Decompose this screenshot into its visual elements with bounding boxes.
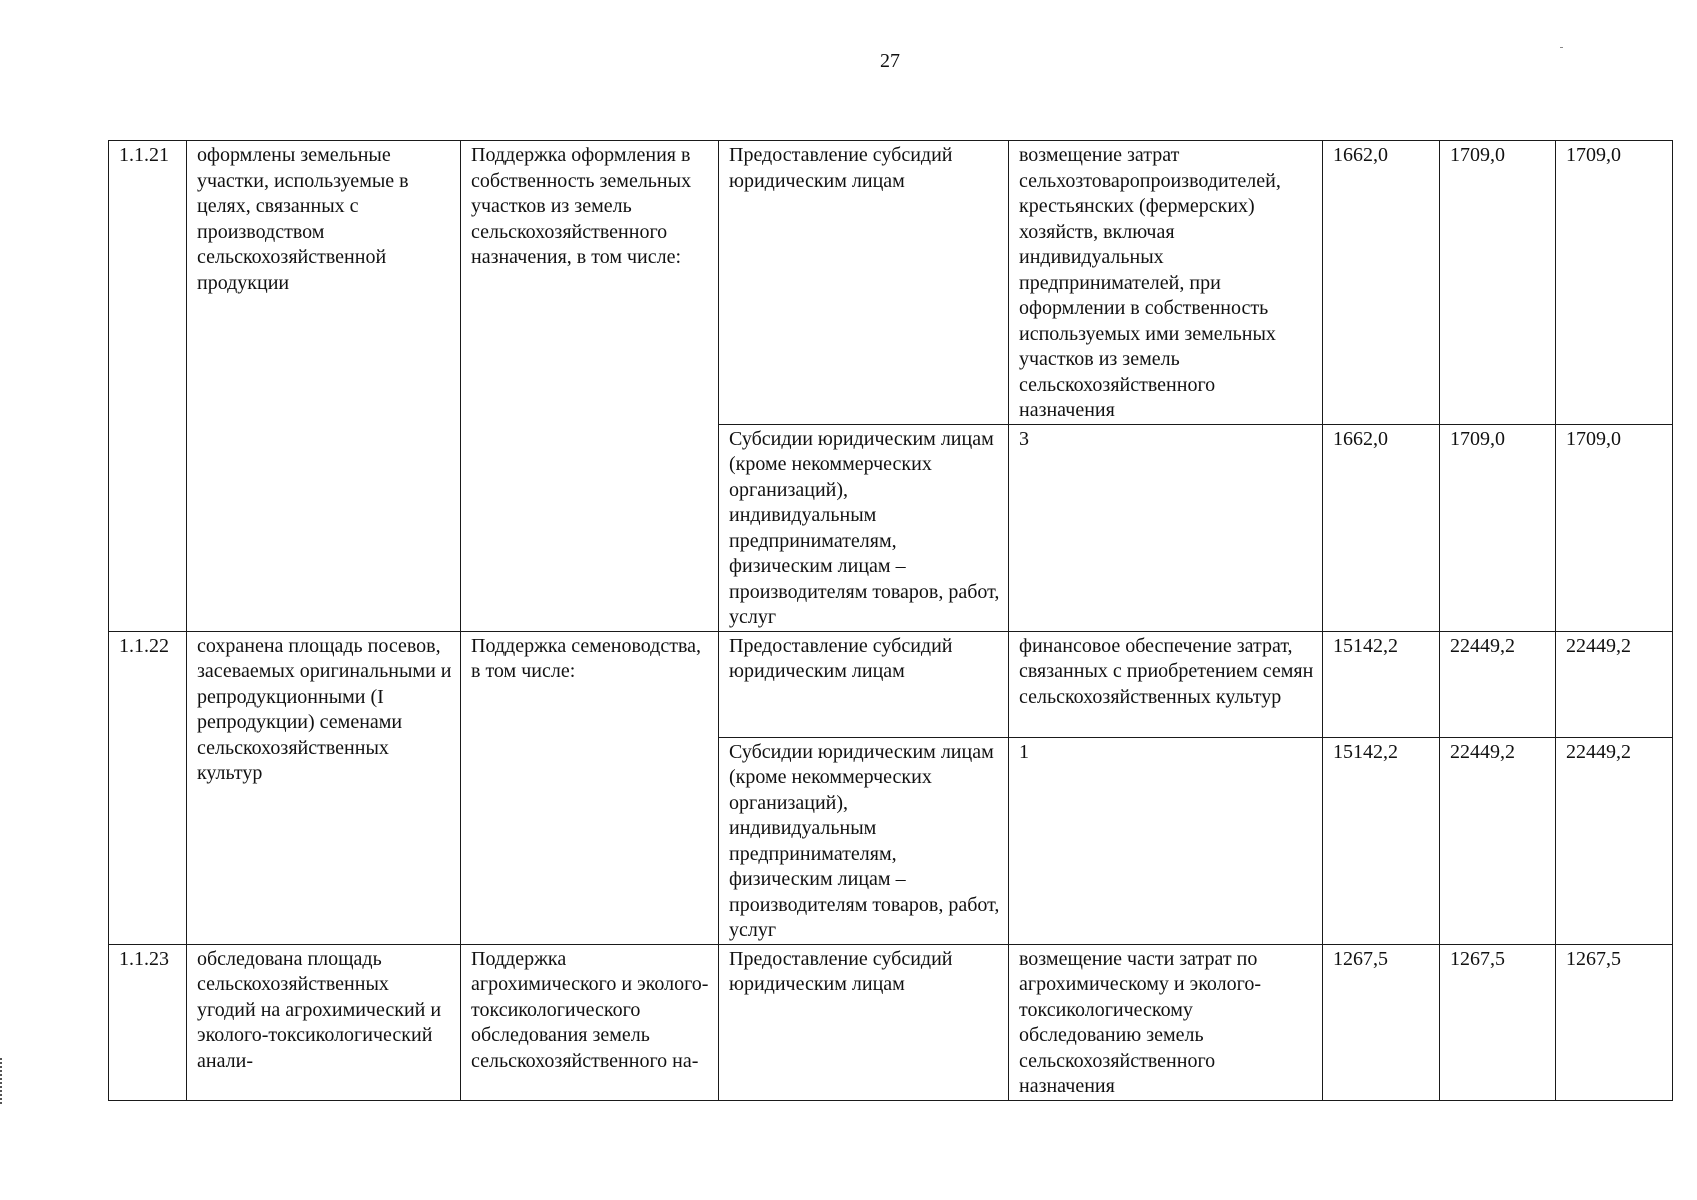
value-cell-1: 1662,0 [1323,141,1440,425]
measure-cell: Поддержка оформления в собственность земельных участков из земель сельскохозяйственного назначения, в том числе: [461,141,719,632]
row-number: 1.1.21 [109,141,187,632]
value-cell-2: 22449,2 [1440,737,1556,944]
support-type-cell: Предоставление субсидий юридическим лицам [719,631,1009,737]
table-row [109,631,1673,737]
value-cell-3: 1709,0 [1556,141,1673,425]
support-type-cell: Предоставление субсидий юридическим лицам [719,944,1009,1100]
purpose-cell: возмещение части затрат по агрохимическому и эколого-токсикологическому обследованию земель сельскохозяйственного назначения [1009,944,1323,1100]
value-cell-3: 22449,2 [1556,737,1673,944]
value-cell-3: 1709,0 [1556,424,1673,631]
value-cell-2: 1267,5 [1440,944,1556,1100]
measures-table [108,140,1673,1101]
value-cell-1: 15142,2 [1323,631,1440,737]
purpose-cell: возмещение затрат сельхозтоваропроизводителей, крестьянских (фермерских) хозяйств, включая индивидуальных предпринимателей, при оформлении в собственность используемых ими земельных участков из земель сельскохозяйственного назначения [1009,141,1323,425]
purpose-cell: 3 [1009,424,1323,631]
measure-cell: Поддержка семеноводства, в том числе: [461,631,719,944]
result-cell: сохранена площадь посевов, засеваемых оригинальными и репродукционными (I репродукции) семенами сельскохозяйственных культур [187,631,461,944]
result-cell: обследована площадь сельскохозяйственных угодий на агрохимический и эколого-токсикологический анали- [187,944,461,1100]
value-cell-3: 22449,2 [1556,631,1673,737]
page-number: 27 [880,50,900,72]
value-cell-1: 1267,5 [1323,944,1440,1100]
support-type-cell: Субсидии юридическим лицам (кроме некоммерческих организаций), индивидуальным предпринимателям, физическим лицам – производителям товаров, работ, услуг [719,424,1009,631]
purpose-cell: финансовое обеспечение затрат, связанных с приобретением семян сельскохозяйственных культур [1009,631,1323,737]
purpose-cell: 1 [1009,737,1323,944]
support-type-cell: Субсидии юридическим лицам (кроме некоммерческих организаций), индивидуальным предпринимателям, физическим лицам – производителям товаров, работ, услуг [719,737,1009,944]
value-cell-2: 1709,0 [1440,141,1556,425]
support-type-cell: Предоставление субсидий юридическим лицам [719,141,1009,425]
measure-cell: Поддержка агрохимического и эколого-токсикологического обследования земель сельскохозяйственного на- [461,944,719,1100]
value-cell-2: 1709,0 [1440,424,1556,631]
value-cell-3: 1267,5 [1556,944,1673,1100]
scan-speck [1560,47,1563,48]
value-cell-1: 1662,0 [1323,424,1440,631]
value-cell-2: 22449,2 [1440,631,1556,737]
value-cell-1: 15142,2 [1323,737,1440,944]
table-row [109,141,1673,425]
result-cell: оформлены земельные участки, используемые в целях, связанных с производством сельскохозяйственной продукции [187,141,461,632]
scan-edge-marks [0,1058,5,1104]
row-number: 1.1.22 [109,631,187,944]
table-row [109,944,1673,1100]
row-number: 1.1.23 [109,944,187,1100]
